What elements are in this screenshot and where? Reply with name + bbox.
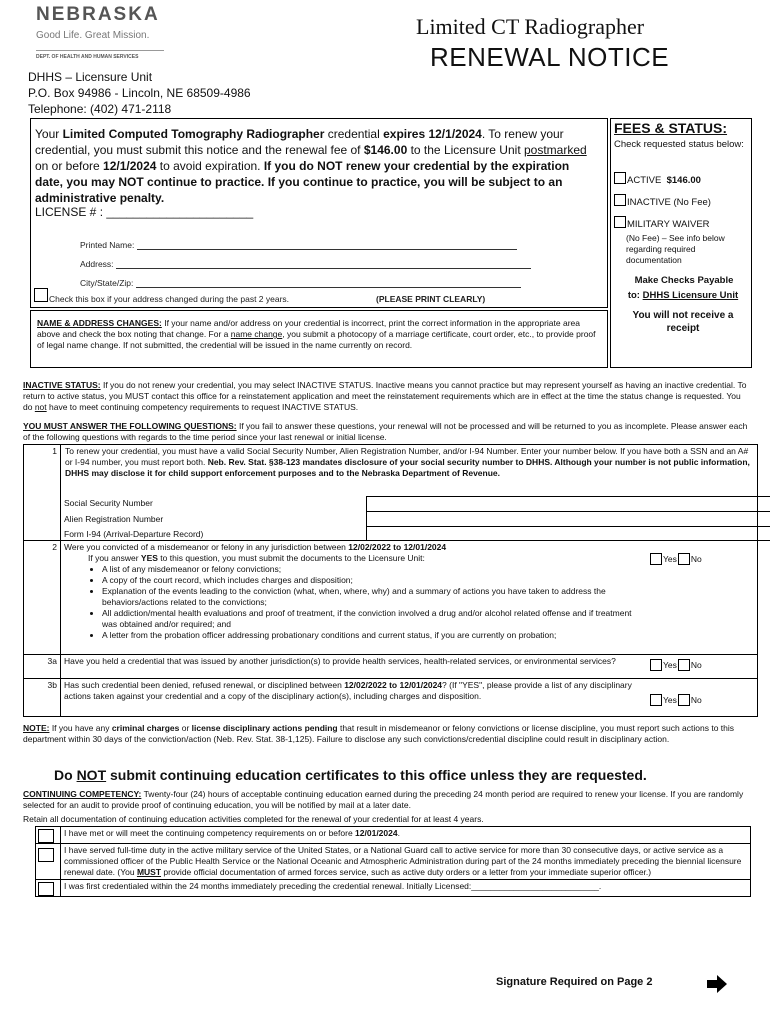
question-number: 3a xyxy=(24,655,61,679)
right-arrow-icon xyxy=(706,974,728,999)
document-subtitle: RENEWAL NOTICE xyxy=(430,42,670,72)
agency-name: DHHS – Licensure Unit xyxy=(28,70,153,84)
competency-check-cell xyxy=(36,827,61,844)
fees-title: FEES & STATUS: xyxy=(614,120,728,136)
question-2: Were you convicted of a misdemeanor or felony in any jurisdiction between 12/02/2022 to 12/01/2024 If you answer YES to this question, you must submit the documents to the Licensure Unit: • A list of any misdemeanor or felony convictions; • A copy of the court record, which includes charges and disposition; • Explanation of the events leading to the conviction (what, when, where, why) and a summary of actions you have taken to address the behaviors/actions related to the convictions; • All addiction/mental health evaluations and proof of treatment, if the conviction involved a drug and/or alcohol related offense and if treatment was obtained and/or required; and • A letter from the probation officer addressing probationary conditions and current status, if you are currently on probation; xyxy=(61,541,758,655)
signature-required-note: Signature Required on Page 2 xyxy=(496,976,653,988)
question-number: 2 xyxy=(24,541,61,655)
address-changed-label: Check this box if your address changed during the past 2 years. xyxy=(49,294,290,304)
inactive-checkbox[interactable] xyxy=(614,194,626,206)
q3b-yes-checkbox[interactable] xyxy=(650,694,662,706)
logo-divider xyxy=(36,50,164,51)
first-credentialed-checkbox[interactable] xyxy=(38,882,54,896)
logo-tagline: Good Life. Great Mission. xyxy=(36,30,150,41)
military-waiver-note: (No Fee) – See info below regarding required documentation xyxy=(626,233,725,265)
competency-option: I have served full-time duty in the active military service of the United States, or a National Guard call to active service for more than 30 consecutive days, or active service as a commissioned officer of the Public Health Service or the National Oceanic and Atmospheric Administration during part of the 24 months immediately preceding the biennial licensure renewal date. (You MUST provide official documentation of armed forces service, such as active duty orders or a letter from your immediate superior officer.) xyxy=(61,844,751,880)
printed-name-field[interactable]: Printed Name: xyxy=(80,240,517,250)
agency-address: P.O. Box 94986 - Lincoln, NE 68509-4986 xyxy=(28,86,251,100)
competency-option: I have met or will meet the continuing competency requirements on or before 12/01/2024. xyxy=(61,827,751,844)
questions-table xyxy=(23,444,758,717)
list-item: • A list of any misdemeanor or felony convictions; xyxy=(102,564,642,575)
name-change-text: NAME & ADDRESS CHANGES: If your name and/or address on your credential is incorrect, print the correct information in the appropriate area above and check the box noting that change. For a name change, you submit a photocopy of a marriage certificate, court order, etc., to provide proof of legal name change. If not submitted, the credential will be issued in the name currently on record. xyxy=(37,318,596,350)
q3b-no-checkbox[interactable] xyxy=(678,694,690,706)
q2-yes-no: Yes No xyxy=(650,553,702,565)
q3a-yes-no: Yes No xyxy=(650,659,702,671)
list-item: • A letter from the probation officer addressing probationary conditions and current status, if you are currently on probation; xyxy=(102,630,642,641)
fees-subtitle: Check requested status below: xyxy=(614,139,744,150)
city-state-zip-field[interactable]: City/State/Zip: xyxy=(80,278,521,288)
document-title: Limited CT Radiographer xyxy=(416,14,645,39)
q3a-no-checkbox[interactable] xyxy=(678,659,690,671)
receipt-note: You will not receive a receipt xyxy=(632,310,734,334)
retain-documentation-text: Retain all documentation of continuing education activities completed for the renewal of your credential for at least 4 years. xyxy=(23,814,484,824)
active-checkbox[interactable] xyxy=(614,172,626,184)
must-answer-text: YOU MUST ANSWER THE FOLLOWING QUESTIONS: If you fail to answer these questions, your renewal will not be processed and will be returned to you as incomplete. Please answer each of the following questions with regards to the time period since your last renewal or initial license. xyxy=(23,421,748,442)
question-number: 1 xyxy=(24,445,61,541)
continuing-competency-text: CONTINUING COMPETENCY: Twenty-four (24) hours of acceptable continuing education earned during the preceding 24 month period are required to renew your license. If you are randomly selected for an audit to provide proof of continuing education, you will be notified by mail at a later date. xyxy=(23,789,744,810)
logo-wordmark: NEBRASKA xyxy=(36,4,160,25)
question-1: To renew your credential, you must have a valid Social Security Number, Alien Registration Number, and/or I-94 Number. Enter your number below. If you have both a SSN and an A# or I-94 number, you must report both. Neb. Rev. Stat. §38-123 mandates disclosure of your social security number to DHHS. Although your number is not public information, DHHS may disclose it for child support enforcement purposes and to the Nebraska Department of Revenue. Social Security Number Alien Registration Number Form I-94 (Arrival-Departure Record) xyxy=(61,445,758,541)
competency-check-cell xyxy=(36,880,61,897)
license-number-field[interactable]: LICENSE # : ______________________ xyxy=(35,205,254,219)
question-3b: Has such credential been denied, refused renewal, or disciplined between 12/02/2022 to 12/01/2024? (If "YES", please provide a list of any disciplinary actions taken against your credential and a copy of the disciplinary action(s), including charges and disposition. xyxy=(61,679,758,717)
inactive-status-text: INACTIVE STATUS: If you do not renew your credential, you may select INACTIVE STATUS. Inactive means you cannot practice but may represent yourself as having an inactive credential. To return to active status, you MUST contact this office for a reinstatement application and meet the reinstatement requirements which are in effect at the time the status change is requested. You do not have to meet continuing competency requirements to request INACTIVE STATUS. xyxy=(23,380,747,412)
list-item: • Explanation of the events leading to the conviction (what, when, where, why) and a summary of actions you have taken to address the behaviors/actions related to the convictions; xyxy=(102,586,642,608)
ssn-label: Social Security Number xyxy=(64,498,153,508)
i94-label: Form I-94 (Arrival-Departure Record) xyxy=(64,529,204,539)
q2-no-checkbox[interactable] xyxy=(678,553,690,565)
met-requirements-checkbox[interactable] xyxy=(38,829,54,843)
i94-input[interactable] xyxy=(366,526,770,541)
note-text: NOTE: If you have any criminal charges or license disciplinary actions pending that result in misdemeanor or felony convictions or license discipline, you must report such actions to this department within 30 days of the conviction/action (Neb. Rev. Stat. 38-1,125). Failure to disclose any such convictions/credential discipline could result in disciplinary action. xyxy=(23,723,735,744)
military-waiver-label: MILITARY WAIVER xyxy=(627,219,710,230)
q3a-yes-checkbox[interactable] xyxy=(650,659,662,671)
ssn-input[interactable] xyxy=(366,496,770,511)
competency-check-cell xyxy=(36,844,61,880)
competency-option: I was first credentialed within the 24 months immediately preceding the credential renewal. Initially Licensed:___________________________. xyxy=(61,880,751,897)
checks-payable-to: to: DHHS Licensure Unit xyxy=(627,290,739,301)
intro-paragraph: Your Limited Computed Tomography Radiographer credential expires 12/1/2024. To renew your credential, you must submit this notice and the renewal fee of $146.00 to the Licensure Unit postmarked on or before 12/1/2024 to avoid expiration. If you do NOT renew your credential by the expiration date, you may NOT continue to practice. If you continue to practice, you will be subject to an administrative penalty. xyxy=(35,127,587,205)
competency-table xyxy=(35,826,751,897)
inactive-label: INACTIVE (No Fee) xyxy=(627,197,711,208)
alien-input[interactable] xyxy=(366,511,770,526)
question-number: 3b xyxy=(24,679,61,717)
military-waiver-checkbox[interactable] xyxy=(614,216,626,228)
list-item: • All addiction/mental health evaluations and proof of treatment, if the conviction involved a drug and/or alcohol related offense and if treatment was obtained and/or required; and xyxy=(102,608,642,630)
military-service-checkbox[interactable] xyxy=(38,848,54,862)
address-changed-checkbox[interactable] xyxy=(34,288,48,302)
checks-payable-label: Make Checks Payable xyxy=(634,275,734,286)
agency-phone: Telephone: (402) 471-2118 xyxy=(28,102,172,116)
q2-yes-checkbox[interactable] xyxy=(650,553,662,565)
active-label: ACTIVE $146.00 xyxy=(627,175,701,186)
question-3a: Have you held a credential that was issued by another jurisdiction(s) to provide health services, health-related services, or environmental services? xyxy=(61,655,758,679)
q3b-yes-no: Yes No xyxy=(650,694,702,706)
ce-warning: Do NOT submit continuing education certificates to this office unless they are requested. xyxy=(54,767,647,783)
logo-department: DEPT. OF HEALTH AND HUMAN SERVICES xyxy=(36,54,139,60)
address-field[interactable]: Address: xyxy=(80,259,531,269)
alien-label: Alien Registration Number xyxy=(64,514,164,524)
list-item: • A copy of the court record, which includes charges and disposition; xyxy=(102,575,642,586)
print-clearly-note: (PLEASE PRINT CLEARLY) xyxy=(376,294,486,304)
